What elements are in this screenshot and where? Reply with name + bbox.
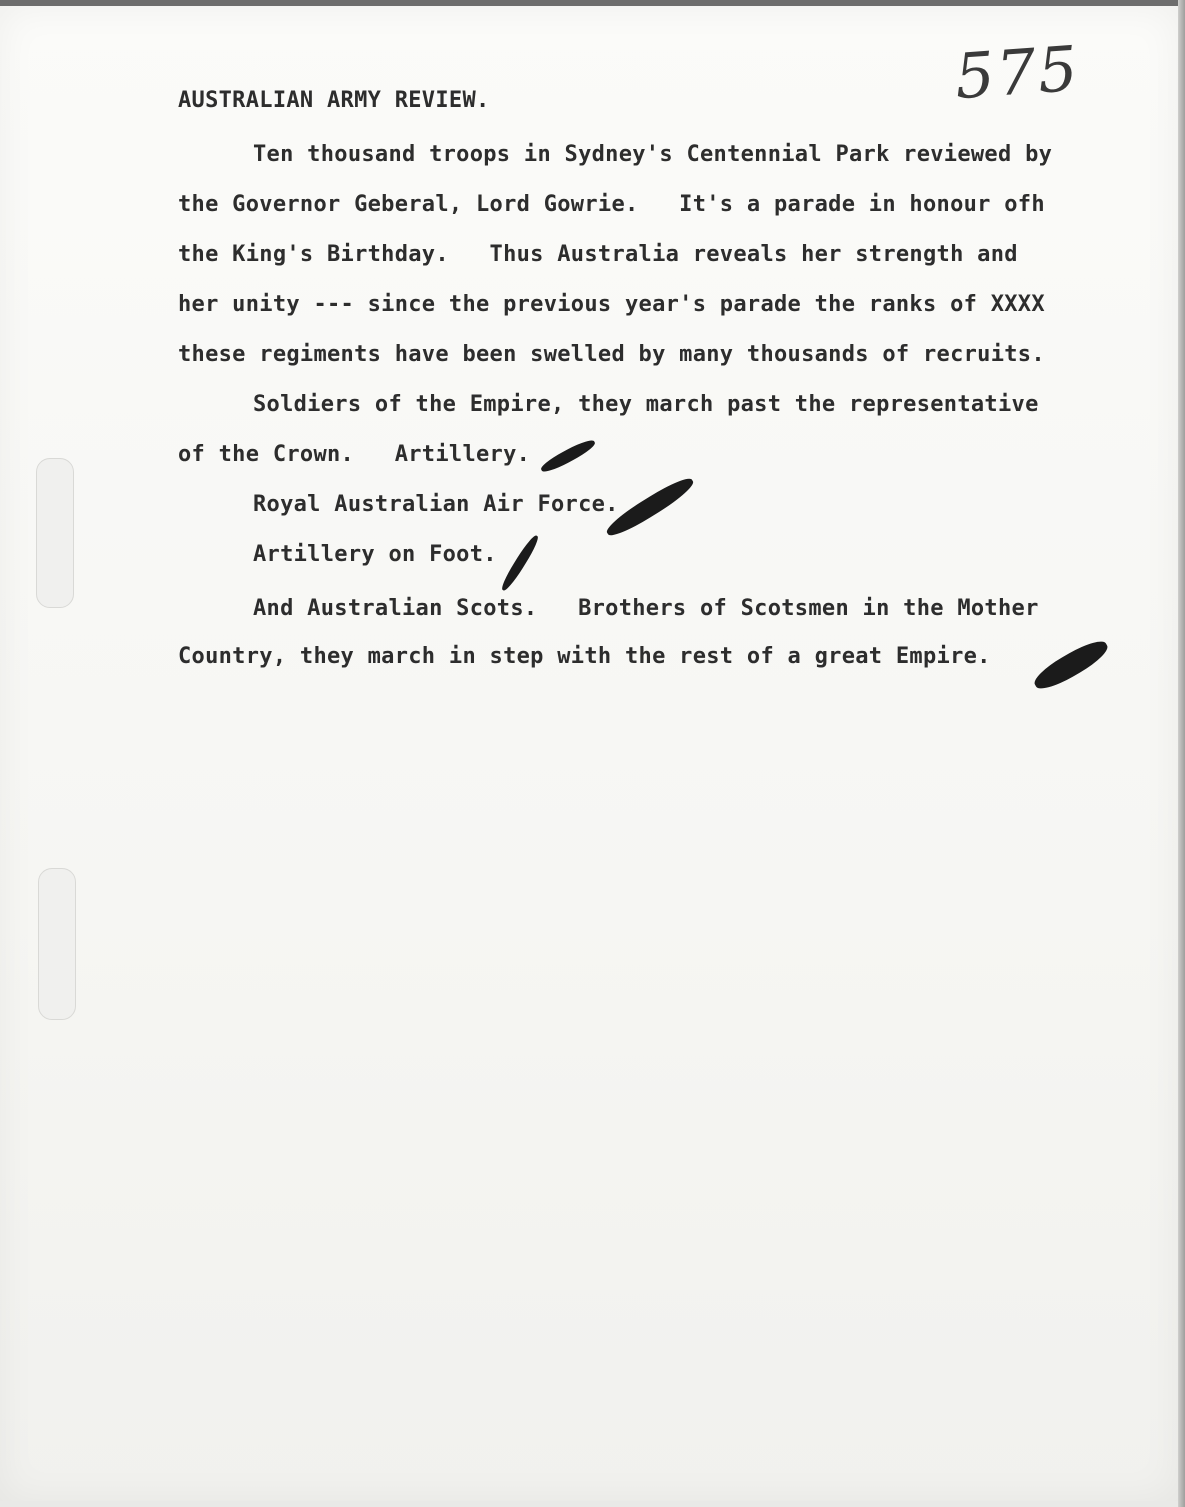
- text-line: her unity --- since the previous year's parade the ranks of XXXX: [178, 292, 1045, 317]
- ink-slash-mark: [539, 437, 598, 476]
- text-line: Artillery on Foot.: [253, 542, 497, 567]
- text-line: Royal Australian Air Force.: [253, 492, 619, 517]
- document-title: AUSTRALIAN ARMY REVIEW.: [178, 88, 490, 113]
- text-line: the Governor Geberal, Lord Gowrie. It's a parade in honour ofh: [178, 192, 1045, 217]
- text-line: Soldiers of the Empire, they march past the representative: [253, 392, 1039, 417]
- punch-hole-top: [36, 458, 74, 608]
- faint-bleedthrough: [100, 1401, 510, 1415]
- document-page: [0, 6, 1178, 1501]
- text-line: these regiments have been swelled by many thousands of recruits.: [178, 342, 1045, 367]
- text-line: the King's Birthday. Thus Australia reveals her strength and: [178, 242, 1018, 267]
- ink-slash-mark: [499, 533, 541, 593]
- text-line: Country, they march in step with the rest of a great Empire.: [178, 644, 991, 669]
- ink-slash-mark: [1030, 635, 1112, 695]
- folio-number: 575: [952, 31, 1082, 114]
- punch-hole-bottom: [38, 868, 76, 1020]
- text-line: And Australian Scots. Brothers of Scotsmen in the Mother: [253, 596, 1039, 621]
- scan-right-edge: [1178, 0, 1185, 1507]
- text-line: of the Crown. Artillery.: [178, 442, 531, 467]
- text-line: Ten thousand troops in Sydney's Centennial Park reviewed by: [253, 142, 1053, 167]
